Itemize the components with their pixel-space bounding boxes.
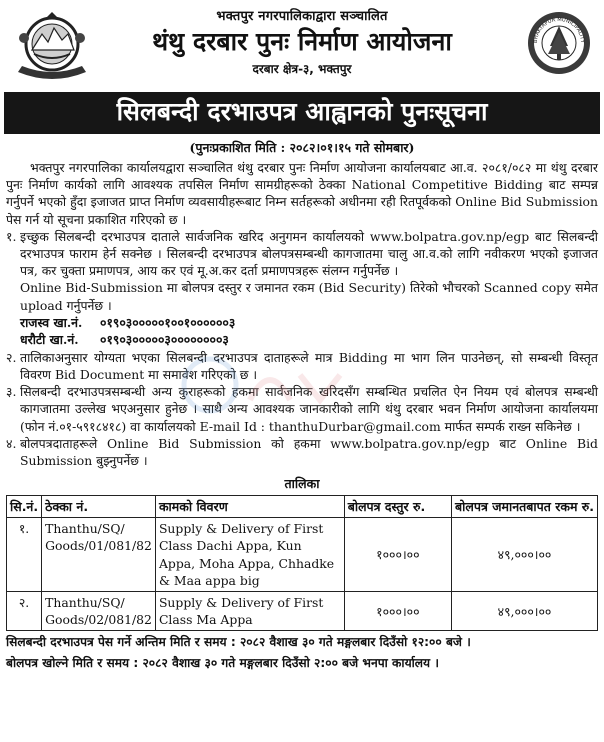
municipality-logo-icon bbox=[526, 10, 592, 76]
republish-date: (पुनःप्रकाशित मिति : २०८२।०१।१५ गते सोमबार) bbox=[189, 140, 415, 155]
col-header-description: कामको विवरण bbox=[155, 496, 344, 518]
cell-description: Supply & Delivery of First Class Dachi Appa, Kun Appa, Moha Appa, Chhadke & Maa appa big bbox=[155, 518, 344, 592]
revenue-account bbox=[6, 314, 598, 332]
list-item-1 bbox=[6, 228, 598, 280]
table-row bbox=[7, 592, 598, 631]
cell-description: Supply & Delivery of First Class Ma Appa bbox=[155, 592, 344, 631]
deposit-account-label: धरौटी खा.नं. bbox=[20, 332, 79, 348]
cell-fee: १०००।०० bbox=[344, 592, 451, 631]
header-supertitle: भक्तपुर नगरपालिकाद्वारा सञ्चालित bbox=[216, 9, 388, 24]
table-caption: तालिका bbox=[284, 476, 320, 492]
intro-paragraph: भक्तपुर नगरपालिका कार्यालयद्वारा सञ्चालित थंथु दरबार पुनः निर्माण आयोजना कार्यालयबाट आ.व. २०८१/०८२ मा थंथु दरबार पुनः निर्माण कार्यको लागि आवश्यक तपसिल निर्माण सामग्रीहरूको ठेक्का National Competitive Bidding बाट सम्पन्न गर्नुपर्ने भएको हुँदा इजाजत प्राप्त निर्माण व्यवसायीहरूबाट निम्न सर्तहरूको अधीनमा रही रितपूर्वकको Online Bid Submission पेस गर्न यो सूचना प्रकाशित गरिएको छ । bbox=[6, 160, 598, 227]
tender-table bbox=[6, 495, 598, 631]
col-header-fee: बोलपत्र दस्तुर रु. bbox=[344, 496, 451, 518]
header-address: दरबार क्षेत्र-३, भक्तपुर bbox=[252, 62, 352, 76]
cell-security: ४९,०००।०० bbox=[452, 518, 598, 592]
list-item-1-sub: Online Bid-Submission मा बोलपत्र दस्तुर र जमानत रकम (Bid Security) तिरेको भौचरको Scanned copy समेत upload गर्नुपर्नेछ । bbox=[20, 280, 598, 313]
revenue-account-number: ०१९०३०००००१००१००००००३ bbox=[100, 314, 236, 330]
col-header-security: बोलपत्र जमानतबापत रकम रु. bbox=[452, 496, 598, 518]
col-header-sn: सि.नं. bbox=[7, 496, 42, 518]
nepal-emblem-icon bbox=[12, 10, 92, 82]
list-item-text: बोलपत्रदाताहरूले Online Bid Submission को हकमा www.bolpatra.gov.np/egp बाट Online Bid Submission बुझ्नुपर्नेछ । bbox=[20, 435, 598, 469]
cell-sn: २. bbox=[7, 592, 42, 631]
table-row bbox=[7, 518, 598, 592]
notice-header bbox=[6, 4, 598, 92]
header-title: थंथु दरबार पुनः निर्माण आयोजना bbox=[152, 27, 452, 56]
list-item-text: तालिकाअनुसार योग्यता भएका सिलबन्दी दरभाउपत्र दाताहरूले मात्र Bidding मा भाग लिन पाउनेछन्, सो सम्बन्धी विस्तृत विवरण Bid Document मा समावेश गरिएको छ । bbox=[20, 349, 598, 383]
list-item-text: इच्छुक सिलबन्दी दरभाउपत्र दाताले सार्वजनिक खरिद अनुगमन कार्यालयको www.bolpatra.gov.np/egp बाट सिलबन्दी दरभाउपत्र फाराम हेर्न सक्नेछ । सिलबन्दी दरभाउपत्र बोलपत्रसम्बन्धी कागजातमा चालु आ.व.को लागि नवीकरण भएको इजाजत पत्र, कर चुक्ता प्रमाणपत्र, आय कर एवं मू.अ.कर दर्ता प्रमाणपत्रहरू संलग्न गर्नुपर्नेछ । bbox=[20, 228, 598, 279]
submission-deadline: सिलबन्दी दरभाउपत्र पेस गर्ने अन्तिम मिति र समय : २०८२ वैशाख ३० गते मङ्गलबार दिउँसो १२:०० बजे । bbox=[6, 635, 471, 650]
notice-banner: सिलबन्दी दरभाउपत्र आह्वानको पुनःसूचना bbox=[4, 92, 600, 134]
list-item-4 bbox=[6, 435, 598, 469]
list-item-number: १. bbox=[6, 228, 17, 244]
list-item-number: ४. bbox=[6, 435, 17, 451]
municipality-logo-text: BHAKTAPUR MUNICIPALITY bbox=[532, 16, 586, 44]
col-header-contract: ठेक्का नं. bbox=[42, 496, 156, 518]
list-item-text: सिलबन्दी दरभाउपत्रसम्बन्धी अन्य कुराहरूको हकमा सार्वजनिक खरिदसँग सम्बन्धित प्रचलित ऐन नियम एवं बोलपत्र सम्बन्धी कागजातमा उल्लेख भएअनुसार हुनेछ । साथै अन्य आवश्यक जानकारीको लागि थंथु दरबार भवन निर्माण आयोजना कार्यालयमा (फोन नं.०१-५९१८४१८) वा कार्यालयको E-mail Id : thanthuDurbar@gmail.com मार्फत सम्पर्क राख्न सकिनेछ । bbox=[20, 384, 598, 434]
cell-fee: १०००।०० bbox=[344, 518, 451, 592]
list-item-number: २. bbox=[6, 349, 17, 365]
watermark-icon bbox=[170, 345, 350, 425]
list-item-number: ३. bbox=[6, 384, 17, 400]
cell-contract: Thanthu/SQ/ Goods/01/081/82 bbox=[42, 518, 156, 592]
cell-security: ४९,०००।०० bbox=[452, 592, 598, 631]
cell-sn: १. bbox=[7, 518, 42, 592]
opening-date: बोलपत्र खोल्ने मिति र समय : २०८२ वैशाख ३० गते मङ्गलबार दिउँसो २:०० बजे भनपा कार्यालय । bbox=[6, 656, 439, 671]
deposit-account-number: ०१९०३०००००३००००००००३ bbox=[100, 332, 229, 348]
table-header-row bbox=[7, 496, 598, 518]
cell-contract: Thanthu/SQ/ Goods/02/081/82 bbox=[42, 592, 156, 631]
revenue-account-label: राजस्व खा.नं. bbox=[20, 314, 83, 330]
